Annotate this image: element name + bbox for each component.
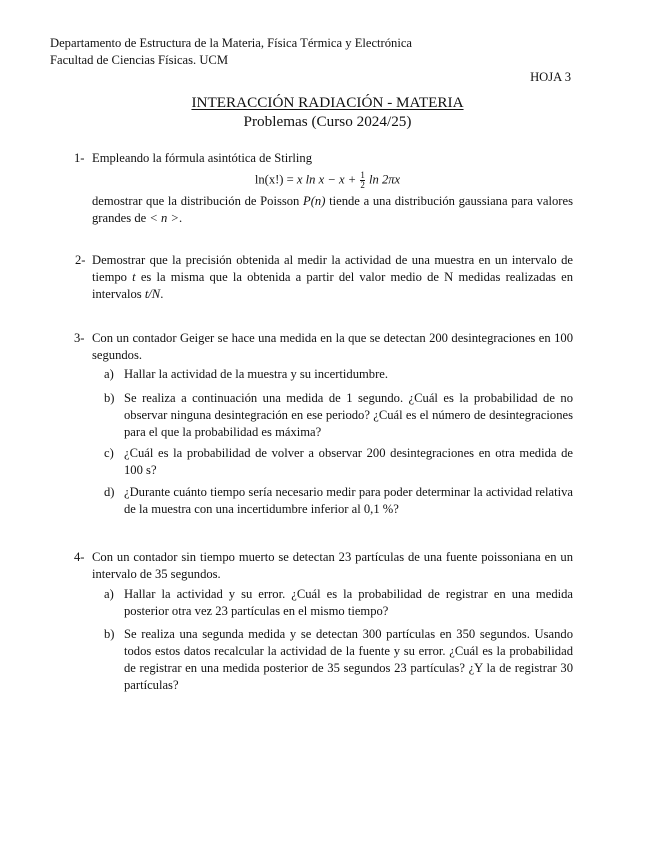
continuation-text: . — [178, 211, 183, 225]
continuation-text: tiende a una distribución gaussiana para valores grandes de — [92, 194, 573, 225]
item-label: b) — [104, 391, 115, 405]
item-label: c) — [104, 446, 114, 460]
problem-4-item-b — [104, 626, 573, 694]
item-label: d) — [104, 485, 115, 499]
problem-text: . — [160, 287, 164, 301]
formula-lhs: ln(x!) = — [254, 172, 297, 187]
item-text: Hallar la actividad de la muestra y su incertidumbre. — [124, 367, 389, 381]
item-label: a) — [104, 367, 114, 381]
fraction-denominator: 2 — [360, 180, 365, 190]
item-text: ¿Durante cuánto tiempo sería necesario medir para poder determinar la actividad relativa de la muestra con una incertidumbre inferior al 0,1 %? — [124, 485, 573, 516]
faculty-name: Facultad de Ciencias Físicas. UCM — [50, 53, 229, 67]
math-t-over-n: t/N — [144, 287, 161, 301]
problem-3 — [74, 330, 573, 364]
item-text: Se realiza una segunda medida y se detectan 300 partículas en 350 segundos. Usando todos estos datos recalcular la actividad de la fuente y su error. ¿Cuál es la probabilidad de registrar en una medida posterior de 35 segundos 23 partículas? ¿Y la de registrar 30 partículas? — [124, 627, 573, 692]
page-title: INTERACCIÓN RADIACIÓN - MATERIA — [191, 94, 464, 111]
math-pn: P(n) — [303, 194, 326, 208]
problem-3-item-d — [104, 484, 573, 518]
item-text: ¿Cuál es la probabilidad de volver a observar 200 desintegraciones en otra medida de 100 s? — [124, 446, 573, 477]
item-label: b) — [104, 627, 115, 641]
page-subtitle: Problemas (Curso 2024/25) — [243, 113, 412, 130]
department-name: Departamento de Estructura de la Materia, Física Térmica y Electrónica — [50, 36, 413, 50]
formula-rhs-part2: ln 2πx — [365, 172, 401, 187]
problem-3-item-c — [104, 445, 573, 479]
problem-number: 3- — [74, 331, 85, 345]
problem-text: Con un contador Geiger se hace una medida en la que se detectan 200 desintegraciones en 100 segundos. — [92, 331, 573, 362]
problem-number: 1- — [74, 151, 85, 165]
header-block — [50, 35, 412, 69]
problem-number: 2- — [75, 253, 86, 267]
math-mean-n: < n > — [149, 211, 179, 225]
problem-3-item-b — [104, 390, 573, 441]
problem-4-item-a — [104, 586, 573, 620]
problem-1-continuation — [92, 193, 573, 227]
formula-fraction — [360, 171, 365, 190]
formula-rhs-part1: x ln x − x + — [296, 172, 360, 187]
problem-text: Demostrar que la precisión obtenida al medir la actividad de una muestra en un intervalo de tiempo — [92, 253, 573, 284]
problem-2 — [75, 252, 573, 303]
sheet-label: HOJA 3 — [530, 70, 571, 84]
item-text: Hallar la actividad y su error. ¿Cuál es la probabilidad de registrar en una medida posterior otra vez 23 partículas en el mismo tiempo? — [124, 587, 573, 618]
problem-text: Con un contador sin tiempo muerto se detectan 23 partículas de una fuente poissoniana en un intervalo de 35 segundos. — [92, 550, 573, 581]
problem-text: Empleando la fórmula asintótica de Stirling — [92, 151, 312, 165]
item-text: Se realiza a continuación una medida de 1 segundo. ¿Cuál es la probabilidad de no observar ninguna desintegración en ese periodo? ¿Cuál es el número de desintegraciones para el que la probabilidad es máxima? — [124, 391, 573, 439]
fraction-numerator: 1 — [360, 170, 365, 180]
stirling-formula — [0, 171, 655, 190]
problem-3-item-a — [104, 366, 573, 383]
problem-1 — [74, 150, 573, 167]
problem-number: 4- — [74, 550, 85, 564]
problem-4 — [74, 549, 573, 583]
continuation-text: demostrar que la distribución de Poisson — [92, 194, 304, 208]
problem-text: es la misma que la obtenida a partir del valor medio de N medidas realizadas en intervalos — [92, 270, 573, 301]
math-t: t — [132, 270, 136, 284]
item-label: a) — [104, 587, 114, 601]
